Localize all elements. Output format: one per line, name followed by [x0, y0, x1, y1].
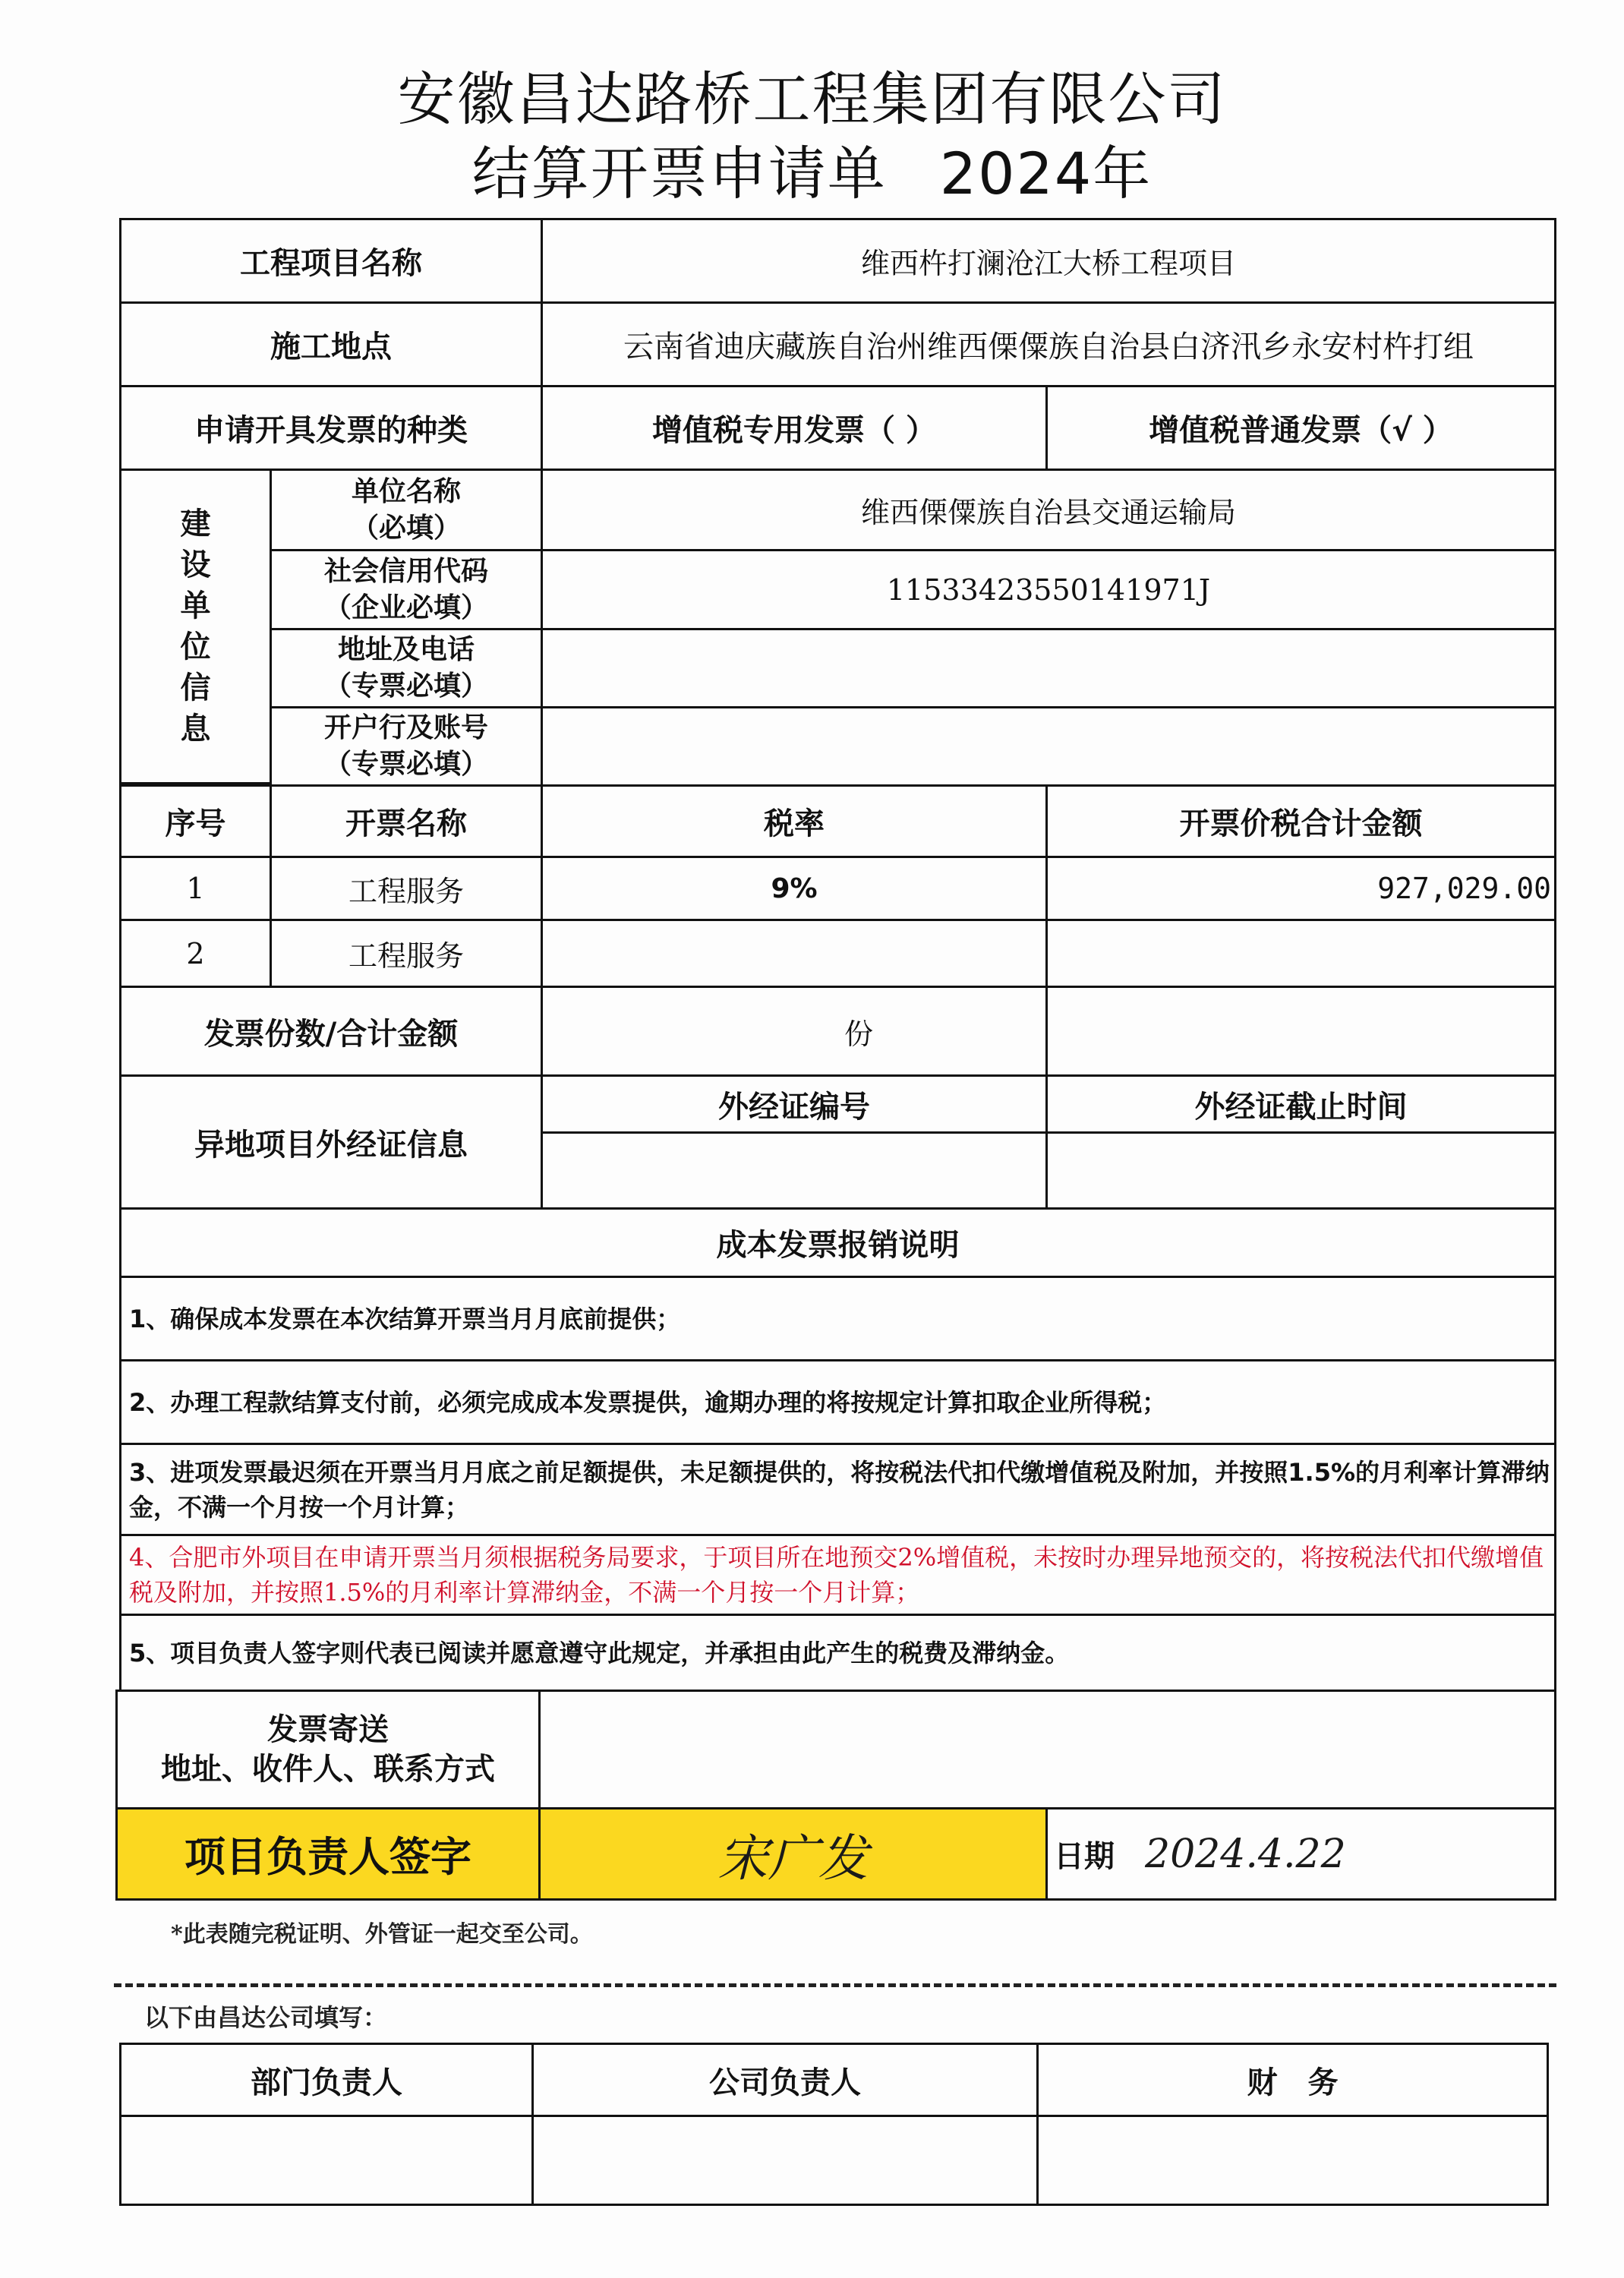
company-head-sign-field[interactable]	[531, 2115, 1039, 2206]
totals-label: 发票份数/合计金额	[119, 986, 543, 1077]
site-label: 施工地点	[119, 301, 543, 387]
invoice-type-general-option[interactable]: 增值税普通发票（√ ）	[1045, 385, 1556, 471]
form-title	[0, 128, 1624, 210]
date-label: 日期	[1054, 1839, 1115, 1874]
col-header-amount: 开票价税合计金额	[1045, 784, 1556, 858]
credit-code-label	[270, 549, 543, 630]
finance-header: 财 务	[1036, 2043, 1549, 2117]
company-fill-note: 以下由昌达公司填写：	[144, 2003, 388, 2032]
external-cert-expiry-field[interactable]	[1045, 1131, 1556, 1210]
company-head-header: 公司负责人	[531, 2043, 1039, 2117]
signature-label: 项目负责人签字	[115, 1807, 541, 1901]
address-phone-field[interactable]	[541, 628, 1556, 708]
credit-code-label-note: （企业必填）	[323, 592, 488, 623]
total-amount-field[interactable]	[1045, 986, 1556, 1077]
mailing-label-line1: 发票寄送	[267, 1712, 389, 1747]
copies-field[interactable]	[541, 986, 1048, 1077]
credit-code-label-text: 社会信用代码	[323, 555, 488, 587]
item-1-name[interactable]: 工程服务	[270, 856, 543, 921]
project-name-label: 工程项目名称	[119, 218, 543, 304]
form-year: 2024年	[939, 140, 1153, 207]
item-2-no: 2	[119, 919, 272, 988]
signature-handwriting: 宋广发	[717, 1829, 869, 1888]
address-phone-label-text: 地址及电话	[337, 634, 475, 665]
cost-note-2: 2、办理工程款结算支付前，必须完成成本发票提供，逾期办理的将按规定计算扣取企业所得税；	[119, 1359, 1556, 1445]
credit-code-field[interactable]: 11533423550141971J	[541, 549, 1556, 630]
cut-line-divider	[114, 1983, 1556, 1987]
dept-head-header: 部门负责人	[119, 2043, 534, 2117]
bank-account-label	[270, 706, 543, 787]
item-1-no: 1	[119, 856, 272, 921]
cost-note-1: 1、确保成本发票在本次结算开票当月月底前提供；	[119, 1276, 1556, 1361]
mailing-label	[115, 1690, 541, 1809]
cost-notes-title: 成本发票报销说明	[119, 1207, 1556, 1278]
signature-field[interactable]	[538, 1807, 1048, 1901]
footnote: *此表随完税证明、外管证一起交至公司。	[171, 1921, 593, 1948]
col-header-rate: 税率	[541, 784, 1048, 858]
form-title-text: 结算开票申请单	[471, 140, 887, 207]
copies-unit: 份	[844, 1017, 873, 1051]
address-phone-label-note: （专票必填）	[323, 670, 488, 702]
cost-note-5: 5、项目负责人签字则代表已阅读并愿意遵守此规定，并承担由此产生的税费及滞纳金。	[119, 1614, 1556, 1692]
external-cert-number-header: 外经证编号	[541, 1074, 1048, 1134]
bank-account-label-note: （专票必填）	[323, 749, 488, 780]
col-header-name: 开票名称	[270, 784, 543, 858]
invoice-type-label: 申请开具发票的种类	[119, 385, 543, 471]
item-1-rate[interactable]: 9%	[541, 856, 1048, 921]
client-info-group-text: 建设单位信息	[180, 506, 211, 746]
item-2-amount[interactable]	[1045, 919, 1556, 988]
cost-note-3: 3、进项发票最迟须在开票当月月底之前足额提供，未足额提供的，将按税法代扣代缴增值税及附加，并按照1.5%的月利率计算滞纳金，不满一个月按一个月计算；	[119, 1443, 1556, 1536]
item-2-rate[interactable]	[541, 919, 1048, 988]
mailing-label-line2: 地址、收件人、联系方式	[161, 1752, 495, 1787]
bank-account-field[interactable]	[541, 706, 1556, 787]
date-handwriting: 2024.4.22	[1145, 1831, 1346, 1877]
invoice-type-special-option[interactable]: 增值税专用发票（ ）	[541, 385, 1048, 471]
company-title: 安徽昌达路桥工程集团有限公司	[397, 65, 1227, 133]
external-cert-number-field[interactable]	[541, 1131, 1048, 1210]
client-name-field[interactable]: 维西傈僳族自治县交通运输局	[541, 469, 1556, 551]
site-field[interactable]: 云南省迪庆藏族自治州维西傈僳族自治县白济汛乡永安村杵打组	[541, 301, 1556, 387]
project-name-field[interactable]: 维西杵打澜沧江大桥工程项目	[541, 218, 1556, 304]
dept-head-sign-field[interactable]	[119, 2115, 534, 2206]
date-field[interactable]	[1045, 1807, 1556, 1901]
finance-sign-field[interactable]	[1036, 2115, 1549, 2206]
external-cert-label: 异地项目外经证信息	[119, 1074, 543, 1210]
item-1-amount[interactable]: 927,029.00	[1045, 856, 1556, 921]
col-header-no: 序号	[119, 784, 272, 858]
client-name-label	[270, 469, 543, 551]
client-name-label-note: （必填）	[351, 512, 461, 544]
address-phone-label	[270, 628, 543, 708]
item-2-name[interactable]: 工程服务	[270, 919, 543, 988]
external-cert-expiry-header: 外经证截止时间	[1045, 1074, 1556, 1134]
cost-note-4-warning: 4、合肥市外项目在申请开票当月须根据税务局要求，于项目所在地预交2%增值税，未按时办理异地预交的，将按税法代扣代缴增值税及附加，并按照1.5%的月利率计算滞纳金，不满一个月按一个月计算；	[119, 1534, 1556, 1616]
bank-account-label-text: 开户行及账号	[323, 712, 488, 743]
mailing-field[interactable]	[538, 1690, 1556, 1809]
client-info-group-label	[119, 469, 272, 784]
client-name-label-text: 单位名称	[351, 475, 461, 507]
